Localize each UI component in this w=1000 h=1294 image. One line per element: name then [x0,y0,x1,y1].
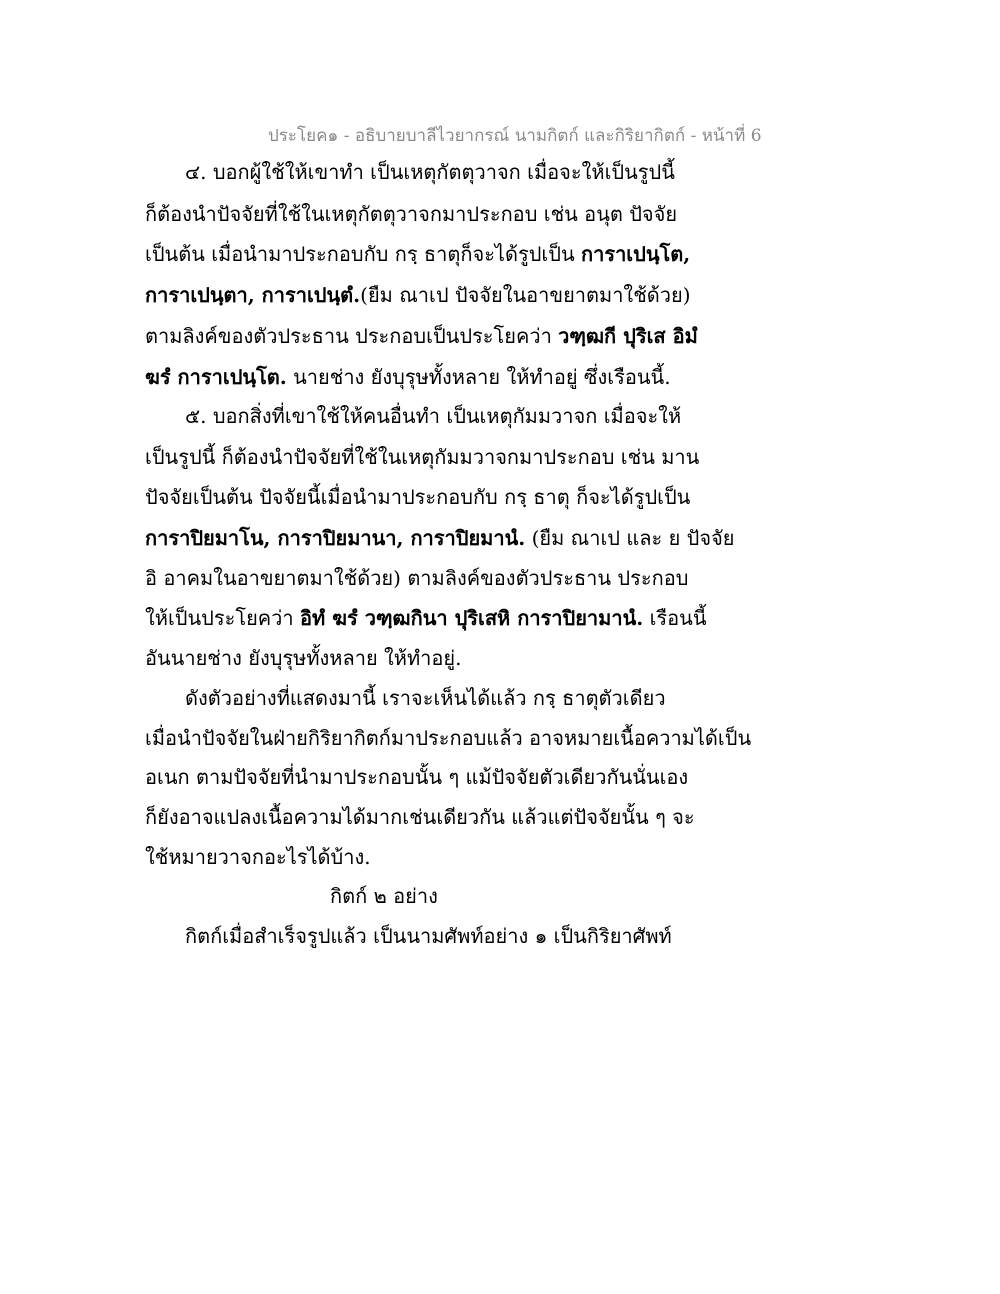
paragraph-5-line-3: ปัจจัยเป็นต้น ปัจจัยนี้เมื่อนำมาประกอบกับ กรฺ ธาตุ ก็จะได้รูปเป็น [145,485,691,509]
bold-term: อิทํ ฆรํ วฑฺฒกินา ปุริเสหิ การาปิยามานํ. [300,606,644,630]
paragraph-5-line-4 [145,524,735,552]
bold-term: วฑฺฒกี ปุริเส อิมํ [558,324,698,348]
text-segment: เป็นต้น เมื่อนำมาประกอบกับ กรฺ ธาตุก็จะได้รูปเป็น [145,242,581,266]
paragraph-6-line-3: อเนก ตามปัจจัยที่นำมาประกอบนั้น ๆ แม้ปัจจัยตัวเดียวกันนั่นเอง [145,765,689,789]
bold-term: การาเปนฺโต, [580,242,691,266]
text-segment: ตามลิงค์ของตัวประธาน ประกอบเป็นประโยคว่า [145,324,559,348]
paragraph-4-line-3 [145,240,690,268]
section-heading: กิตก์ ๒ อย่าง [330,884,438,908]
paragraph-5-line-6 [145,604,707,632]
text-segment: (ยืม ณาเป ปัจจัยในอาขยาตมาใช้ด้วย) [360,283,691,307]
paragraph-4-line-6 [145,363,671,391]
paragraph-5-line-5: อิ อาคมในอาขยาตมาใช้ด้วย) ตามลิงค์ของตัวประธาน ประกอบ [145,566,689,590]
paragraph-5-line-7: อันนายช่าง ยังบุรุษทั้งหลาย ให้ทำอยู่. [145,646,462,670]
text-segment: (ยืม ณาเป และ ย ปัจจัย [525,526,735,550]
paragraph-4-line-2: ก็ต้องนำปัจจัยที่ใช้ในเหตุกัตตุวาจกมาประกอบ เช่น อนุต ปัจจัย [145,202,678,226]
running-header: ประโยค๑ - อธิบายบาลีไวยากรณ์ นามกิตก์ และกิริยากิตก์ - หน้าที่ 6 [268,126,762,146]
bold-term: ฆรํ การาเปนฺโต. [145,365,287,389]
bold-term: การาเปนฺตา, การาเปนฺตํ. [145,283,361,307]
paragraph-5-line-2: เป็นรูปนี้ ก็ต้องนำปัจจัยที่ใช้ในเหตุกัมมวาจกมาประกอบ เช่น มาน [145,445,700,469]
paragraph-6-line-1: ดังตัวอย่างที่แสดงมานี้ เราจะเห็นได้แล้ว กรฺ ธาตุตัวเดียว [185,686,666,710]
paragraph-5-line-1: ๕. บอกสิ่งที่เขาใช้ให้คนอื่นทำ เป็นเหตุกัมมวาจก เมื่อจะให้ [185,404,682,428]
paragraph-4-line-1: ๔. บอกผู้ใช้ให้เขาทำ เป็นเหตุกัตตุวาจก เมื่อจะให้เป็นรูปนี้ [185,160,675,184]
text-segment: นายช่าง ยังบุรุษทั้งหลาย ให้ทำอยู่ ซึ่งเรือนนี้. [286,365,671,389]
paragraph-6-line-4: ก็ยังอาจแปลงเนื้อความได้มากเช่นเดียวกัน แล้วแต่ปัจจัยนั้น ๆ จะ [145,805,695,829]
text-segment: เรือนนี้ [643,606,707,630]
paragraph-6-line-2: เมื่อนำปัจจัยในฝ่ายกิริยากิตก์มาประกอบแล้ว อาจหมายเนื้อความได้เป็น [145,726,752,750]
paragraph-6-line-5: ใช้หมายวาจกอะไรได้บ้าง. [145,845,371,869]
paragraph-4-line-4 [145,281,691,309]
bold-term: การาปิยมาโน, การาปิยมานา, การาปิยมานํ. [145,526,526,550]
paragraph-7-line-1: กิตก์เมื่อสำเร็จรูปแล้ว เป็นนามศัพท์อย่าง ๑ เป็นกิริยาศัพท์ [185,924,672,948]
text-segment: ให้เป็นประโยคว่า [145,606,300,630]
paragraph-4-line-5 [145,322,698,350]
